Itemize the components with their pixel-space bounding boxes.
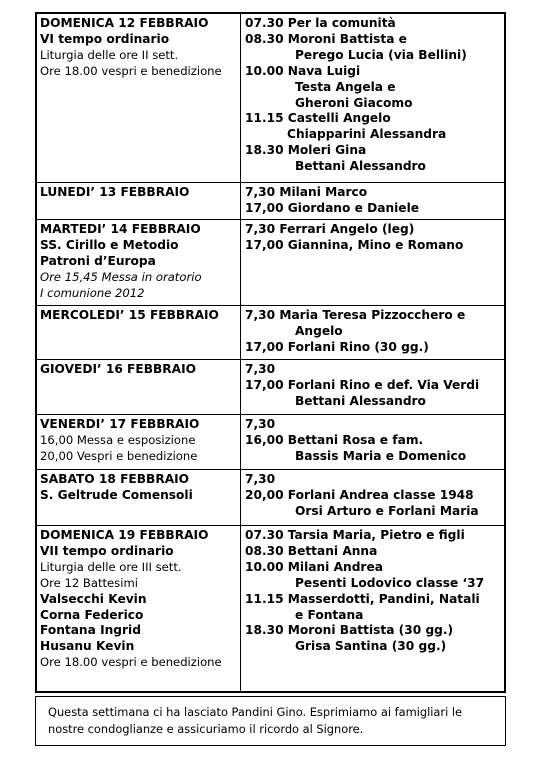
intention-line: 20,00 Forlani Andrea classe 1948: [245, 487, 474, 502]
intention-line: 17,00 Giannina, Mino e Romano: [245, 237, 464, 252]
baptism-name: Fontana Ingrid: [40, 623, 141, 638]
intention-line: 11.15 Masserdotti, Pandini, Natali: [245, 591, 480, 606]
intention-line: 17,00 Forlani Rino e def. Via Verdi: [245, 377, 480, 392]
intention-line: 7,30: [245, 472, 276, 486]
day-title: LUNEDI’ 13 FEBBRAIO: [40, 185, 190, 199]
intentions-cell: [245, 308, 503, 356]
intentions-cell: [245, 528, 503, 655]
intention-line: Chiapparini Alessandra: [287, 127, 447, 142]
intention-line: 08.30 Bettani Anna: [245, 543, 378, 558]
intention-line: e Fontana: [295, 607, 364, 622]
intention-line: 7,30: [245, 417, 276, 431]
day-note: Ore 18.00 vespri e benedizione: [40, 63, 222, 78]
schedule-row-martedi-14: [37, 220, 504, 306]
day-note: I comunione 2012: [40, 285, 145, 300]
day-note: 20,00 Vespri e benedizione: [40, 448, 198, 463]
day-subtitle: Patroni d’Europa: [40, 253, 156, 268]
day-subtitle: S. Geltrude Comensoli: [40, 487, 193, 502]
day-note: Liturgia delle ore III sett.: [40, 559, 182, 574]
intention-line: Pesenti Lodovico classe ‘37: [295, 575, 485, 590]
baptism-name: Valsecchi Kevin: [40, 591, 147, 606]
intentions-cell: [245, 222, 503, 254]
intentions-cell: [245, 472, 503, 520]
intention-line: 17,00 Giordano e Daniele: [245, 200, 420, 215]
notice-text: Questa settimana ci ha lasciato Pandini Gino. Esprimiamo ai famigliari le nostre condoglianze e assicuriamo il ricordo al Signore.: [48, 705, 463, 736]
intention-line: Orsi Arturo e Forlani Maria: [295, 503, 479, 518]
schedule-row-domenica-12: [37, 14, 504, 183]
day-note: Liturgia delle ore II sett.: [40, 47, 179, 62]
intention-line: 08.30 Moroni Battista e: [245, 31, 407, 46]
intention-line: Gheroni Giacomo: [295, 95, 413, 110]
baptism-name: Husanu Kevin: [40, 639, 135, 654]
day-title: DOMENICA 12 FEBBRAIO: [40, 16, 209, 30]
day-cell: [40, 222, 238, 302]
intention-line: Testa Angela e: [295, 79, 396, 94]
day-title: SABATO 18 FEBBRAIO: [40, 472, 190, 486]
baptism-name: Corna Federico: [40, 607, 144, 622]
intention-line: 07.30 Tarsia Maria, Pietro e figli: [245, 528, 465, 542]
intentions-cell: [245, 16, 503, 175]
day-note: Ore 18.00 vespri e benedizione: [40, 655, 222, 670]
intention-line: Angelo: [295, 323, 343, 338]
intention-line: 10.00 Nava Luigi: [245, 63, 361, 78]
intention-line: Grisa Santina (30 gg.): [295, 639, 447, 654]
schedule-row-giovedi-16: [37, 360, 504, 415]
intention-line: 7,30 Ferrari Angelo (leg): [245, 222, 415, 236]
intentions-cell: [245, 185, 503, 217]
intention-line: 10.00 Milani Andrea: [245, 559, 383, 574]
intentions-cell: [245, 417, 503, 465]
schedule-row-mercoledi-15: [37, 306, 504, 360]
schedule-row-domenica-19: [37, 526, 504, 691]
day-subtitle: VI tempo ordinario: [40, 31, 170, 46]
day-title: VENERDI’ 17 FEBBRAIO: [40, 417, 200, 431]
intention-line: Bettani Alessandro: [295, 159, 426, 174]
day-cell: [40, 185, 238, 201]
schedule-row-sabato-18: [37, 470, 504, 526]
intention-line: Perego Lucia (via Bellini): [295, 47, 467, 62]
day-note: Ore 12 Battesimi: [40, 575, 138, 590]
day-note: 16,00 Messa e esposizione: [40, 432, 196, 447]
day-cell: [40, 16, 238, 80]
intention-line: 7,30: [245, 362, 276, 376]
intention-line: Bettani Alessandro: [295, 393, 426, 408]
notice-box: [35, 696, 506, 746]
day-title: MERCOLEDI’ 15 FEBBRAIO: [40, 308, 219, 322]
intention-line: 11.15 Castelli Angelo: [245, 111, 391, 126]
intention-line: 07.30 Per la comunità: [245, 16, 396, 30]
intention-line: 18.30 Moleri Gina: [245, 143, 367, 158]
intention-line: 7,30 Milani Marco: [245, 185, 368, 199]
intention-line: 17,00 Forlani Rino (30 gg.): [245, 339, 429, 354]
schedule-row-venerdi-17: [37, 415, 504, 470]
day-cell: [40, 528, 238, 671]
day-title: MARTEDI’ 14 FEBBRAIO: [40, 222, 201, 236]
intentions-cell: [245, 362, 503, 410]
day-title: DOMENICA 19 FEBBRAIO: [40, 528, 209, 542]
day-subtitle: SS. Cirillo e Metodio: [40, 237, 179, 252]
intention-line: 18.30 Moroni Battista (30 gg.): [245, 623, 454, 638]
day-note: Ore 15,45 Messa in oratorio: [40, 269, 202, 284]
schedule-row-lunedi-13: [37, 183, 504, 220]
day-cell: [40, 417, 238, 465]
schedule-table: [35, 12, 506, 693]
intention-line: 16,00 Bettani Rosa e fam.: [245, 432, 424, 447]
day-cell: [40, 472, 238, 504]
day-cell: [40, 308, 238, 324]
intention-line: Bassis Maria e Domenico: [295, 448, 467, 463]
day-subtitle: VII tempo ordinario: [40, 543, 174, 558]
day-title: GIOVEDI’ 16 FEBBRAIO: [40, 362, 196, 376]
day-cell: [40, 362, 238, 378]
intention-line: 7,30 Maria Teresa Pizzocchero e: [245, 308, 466, 322]
